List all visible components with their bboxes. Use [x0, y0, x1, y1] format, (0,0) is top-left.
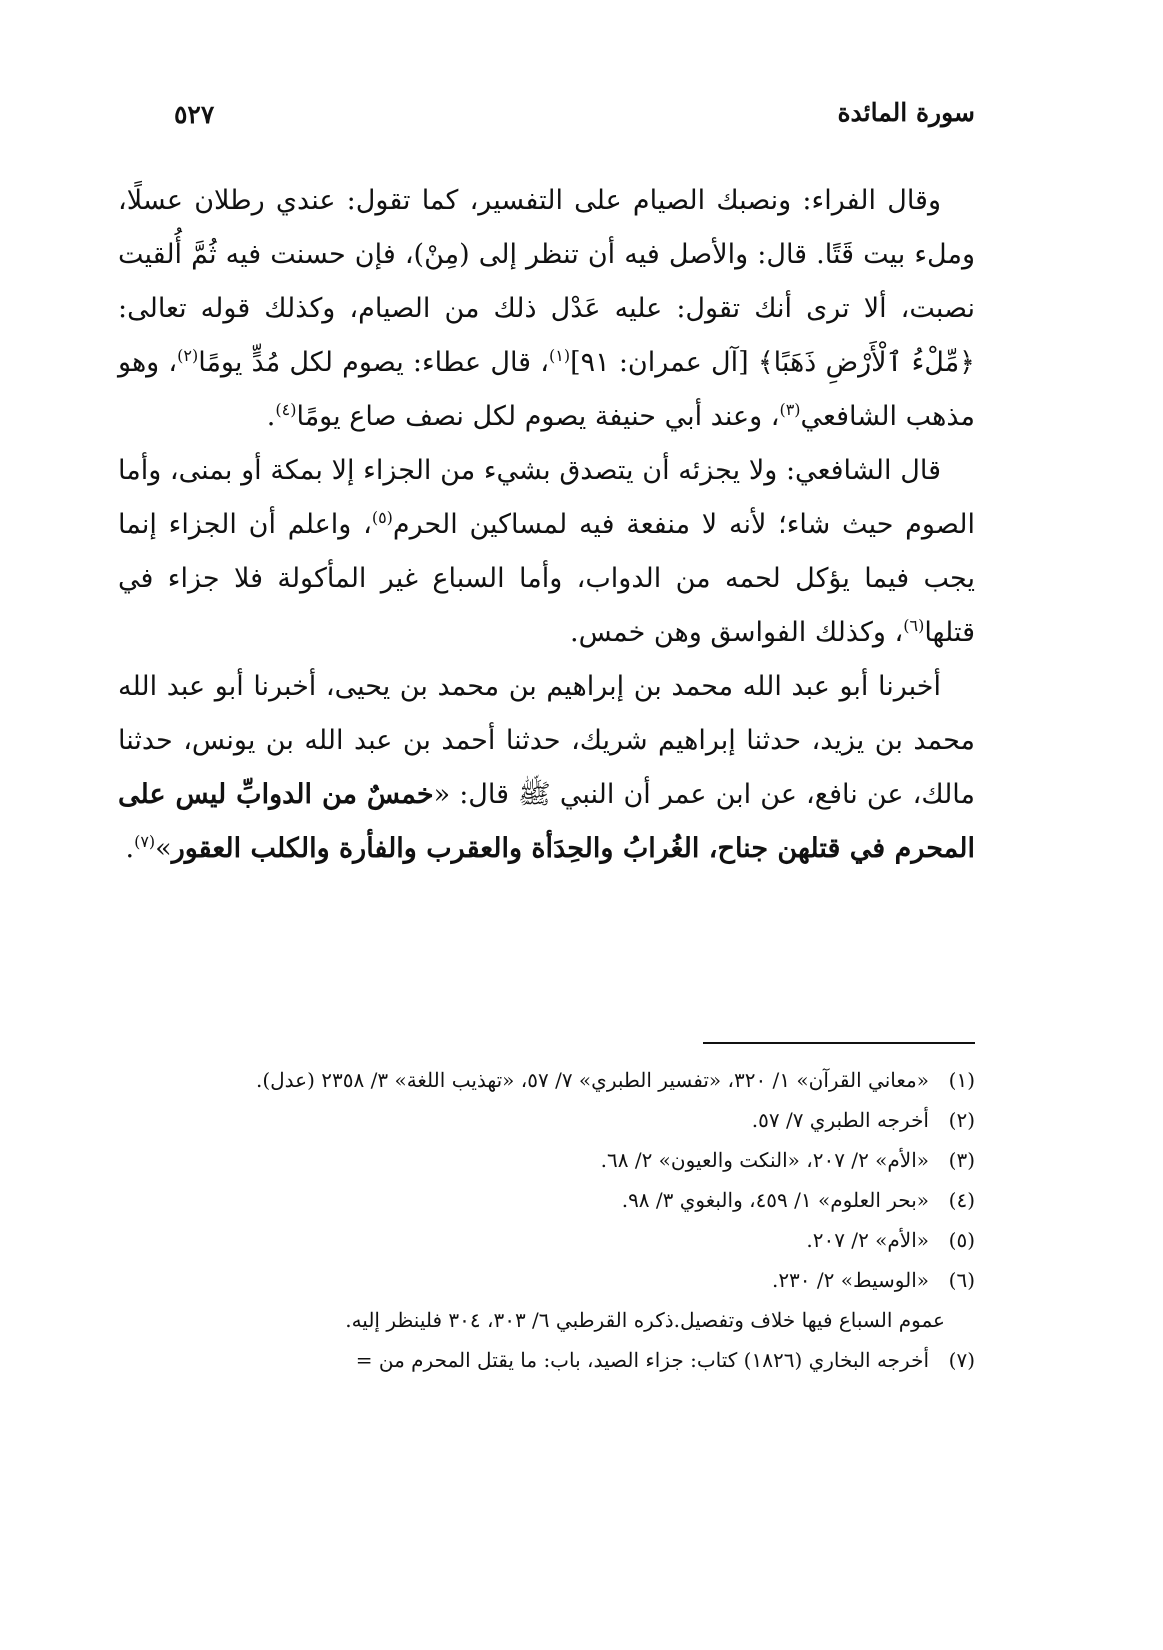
- p2-text-2: ، واعلم أن الجزاء إنما يجب فيما يؤكل لحمه من الدواب، وأما السباع غير المأكولة فلا جزاء في قتلها: [118, 509, 975, 648]
- footnote-marker-6: (٦): [903, 616, 925, 635]
- page-number: ٥٢٧: [174, 100, 215, 129]
- footnote-marker-2: (٢): [177, 346, 199, 365]
- p3-text-1: أخبرنا أبو عبد الله محمد بن إبراهيم بن محمد بن يحيى، أخبرنا أبو عبد الله محمد بن يزيد، حدثنا إبراهيم شريك، حدثنا أحمد بن عبد الله بن يونس، حدثنا مالك، عن نافع، عن ابن عمر أن النبي ﷺ قال: «: [118, 671, 976, 810]
- footnote-marker-4: (٤): [275, 400, 297, 419]
- footnote-text: «معاني القرآن» ١/ ٣٢٠، «تفسير الطبري» ٧/ ٥٧، «تهذيب اللغة» ٣/ ٢٣٥٨ (عدل).: [255, 1068, 929, 1092]
- footnote-4: [118, 1180, 975, 1220]
- footnote-5: [118, 1220, 975, 1260]
- footnote-divider: [703, 1042, 975, 1044]
- hadith-text: خمسٌ من الدوابِّ ليس على المحرم في قتلهن جناح، الغُرابُ والحِدَأة والعقرب والفأرة والكلب العقور: [118, 779, 975, 864]
- footnote-text: أخرجه البخاري (١٨٢٦) كتاب: جزاء الصيد، باب: ما يقتل المحرم من =: [355, 1348, 929, 1372]
- p1-text-5: .: [266, 401, 276, 432]
- footnote-number: (٣): [948, 1148, 975, 1172]
- footnote-text: «الأم» ٢/ ٢٠٧، «النكت والعيون» ٢/ ٦٨.: [600, 1148, 929, 1172]
- p2-text-1: قال الشافعي: ولا يجزئه أن يتصدق بشيء من الجزاء إلا بمكة أو بمنى، وأما الصوم حيث شاء؛ لأنه لا منفعة فيه لمساكين الحرم: [118, 455, 975, 540]
- p1-text-1: وقال الفراء: ونصبك الصيام على التفسير، كما تقول: عندي رطلان عسلًا، وملء بيت قَتًا. قال: والأصل فيه أن تنظر إلى (مِنْ)، فإن حسنت فيه ثُمَّ أُلقيت نصبت، ألا ترى أنك تقول: عليه عَدْل ذلك من الصيام، وكذلك قوله تعالى: ﴿مِّلْءُ ٱلْأَرْضِ ذَهَبًا﴾ [آل عمران: ٩١]: [118, 185, 975, 378]
- footnote-number: (٤): [948, 1188, 975, 1212]
- book-page: [118, 92, 975, 1592]
- footnote-number: (٧): [948, 1348, 975, 1372]
- footnote-text: «الأم» ٢/ ٢٠٧.: [806, 1228, 929, 1252]
- p1-text-2: ، قال عطاء: يصوم لكل مُدٍّ يومًا: [198, 347, 549, 378]
- p1-text-3: ، وهو مذهب الشافعي: [118, 347, 975, 432]
- page-header: [118, 92, 975, 140]
- paragraph-1: [118, 174, 975, 444]
- footnote-6: [118, 1260, 975, 1300]
- footnote-6-continuation: عموم السباع فيها خلاف وتفصيل.ذكره القرطبي ٦/ ٣٠٣، ٣٠٤ فلينظر إليه.: [345, 1308, 945, 1332]
- footnotes: [118, 1060, 975, 1380]
- footnote-text: أخرجه الطبري ٧/ ٥٧.: [751, 1108, 929, 1132]
- footnote-2: [118, 1100, 975, 1140]
- p3-text-2: »: [155, 833, 172, 864]
- footnote-text: «بحر العلوم» ١/ ٤٥٩، والبغوي ٣/ ٩٨.: [621, 1188, 929, 1212]
- footnote-number: (٢): [948, 1108, 975, 1132]
- paragraph-2: [118, 444, 975, 660]
- footnote-marker-7: (٧): [134, 832, 156, 851]
- footnote-number: (٥): [948, 1228, 975, 1252]
- footnote-1: [118, 1060, 975, 1100]
- footnote-text: «الوسيط» ٢/ ٢٣٠.: [771, 1268, 929, 1292]
- p1-text-4: ، وعند أبي حنيفة يصوم لكل نصف صاع يومًا: [296, 401, 780, 432]
- footnote-marker-5: (٥): [371, 508, 393, 527]
- main-text: [118, 174, 975, 876]
- footnote-3: [118, 1140, 975, 1180]
- footnote-number: (٦): [948, 1268, 975, 1292]
- footnote-marker-3: (٣): [779, 400, 801, 419]
- footnote-7: [118, 1340, 975, 1380]
- surah-title: سورة المائدة: [837, 98, 975, 127]
- footnote-number: (١): [948, 1068, 975, 1092]
- p2-text-3: ، وكذلك الفواسق وهن خمس.: [570, 617, 904, 648]
- paragraph-3: [118, 660, 975, 876]
- p3-text-3: .: [125, 833, 135, 864]
- footnote-marker-1: (١): [548, 346, 571, 365]
